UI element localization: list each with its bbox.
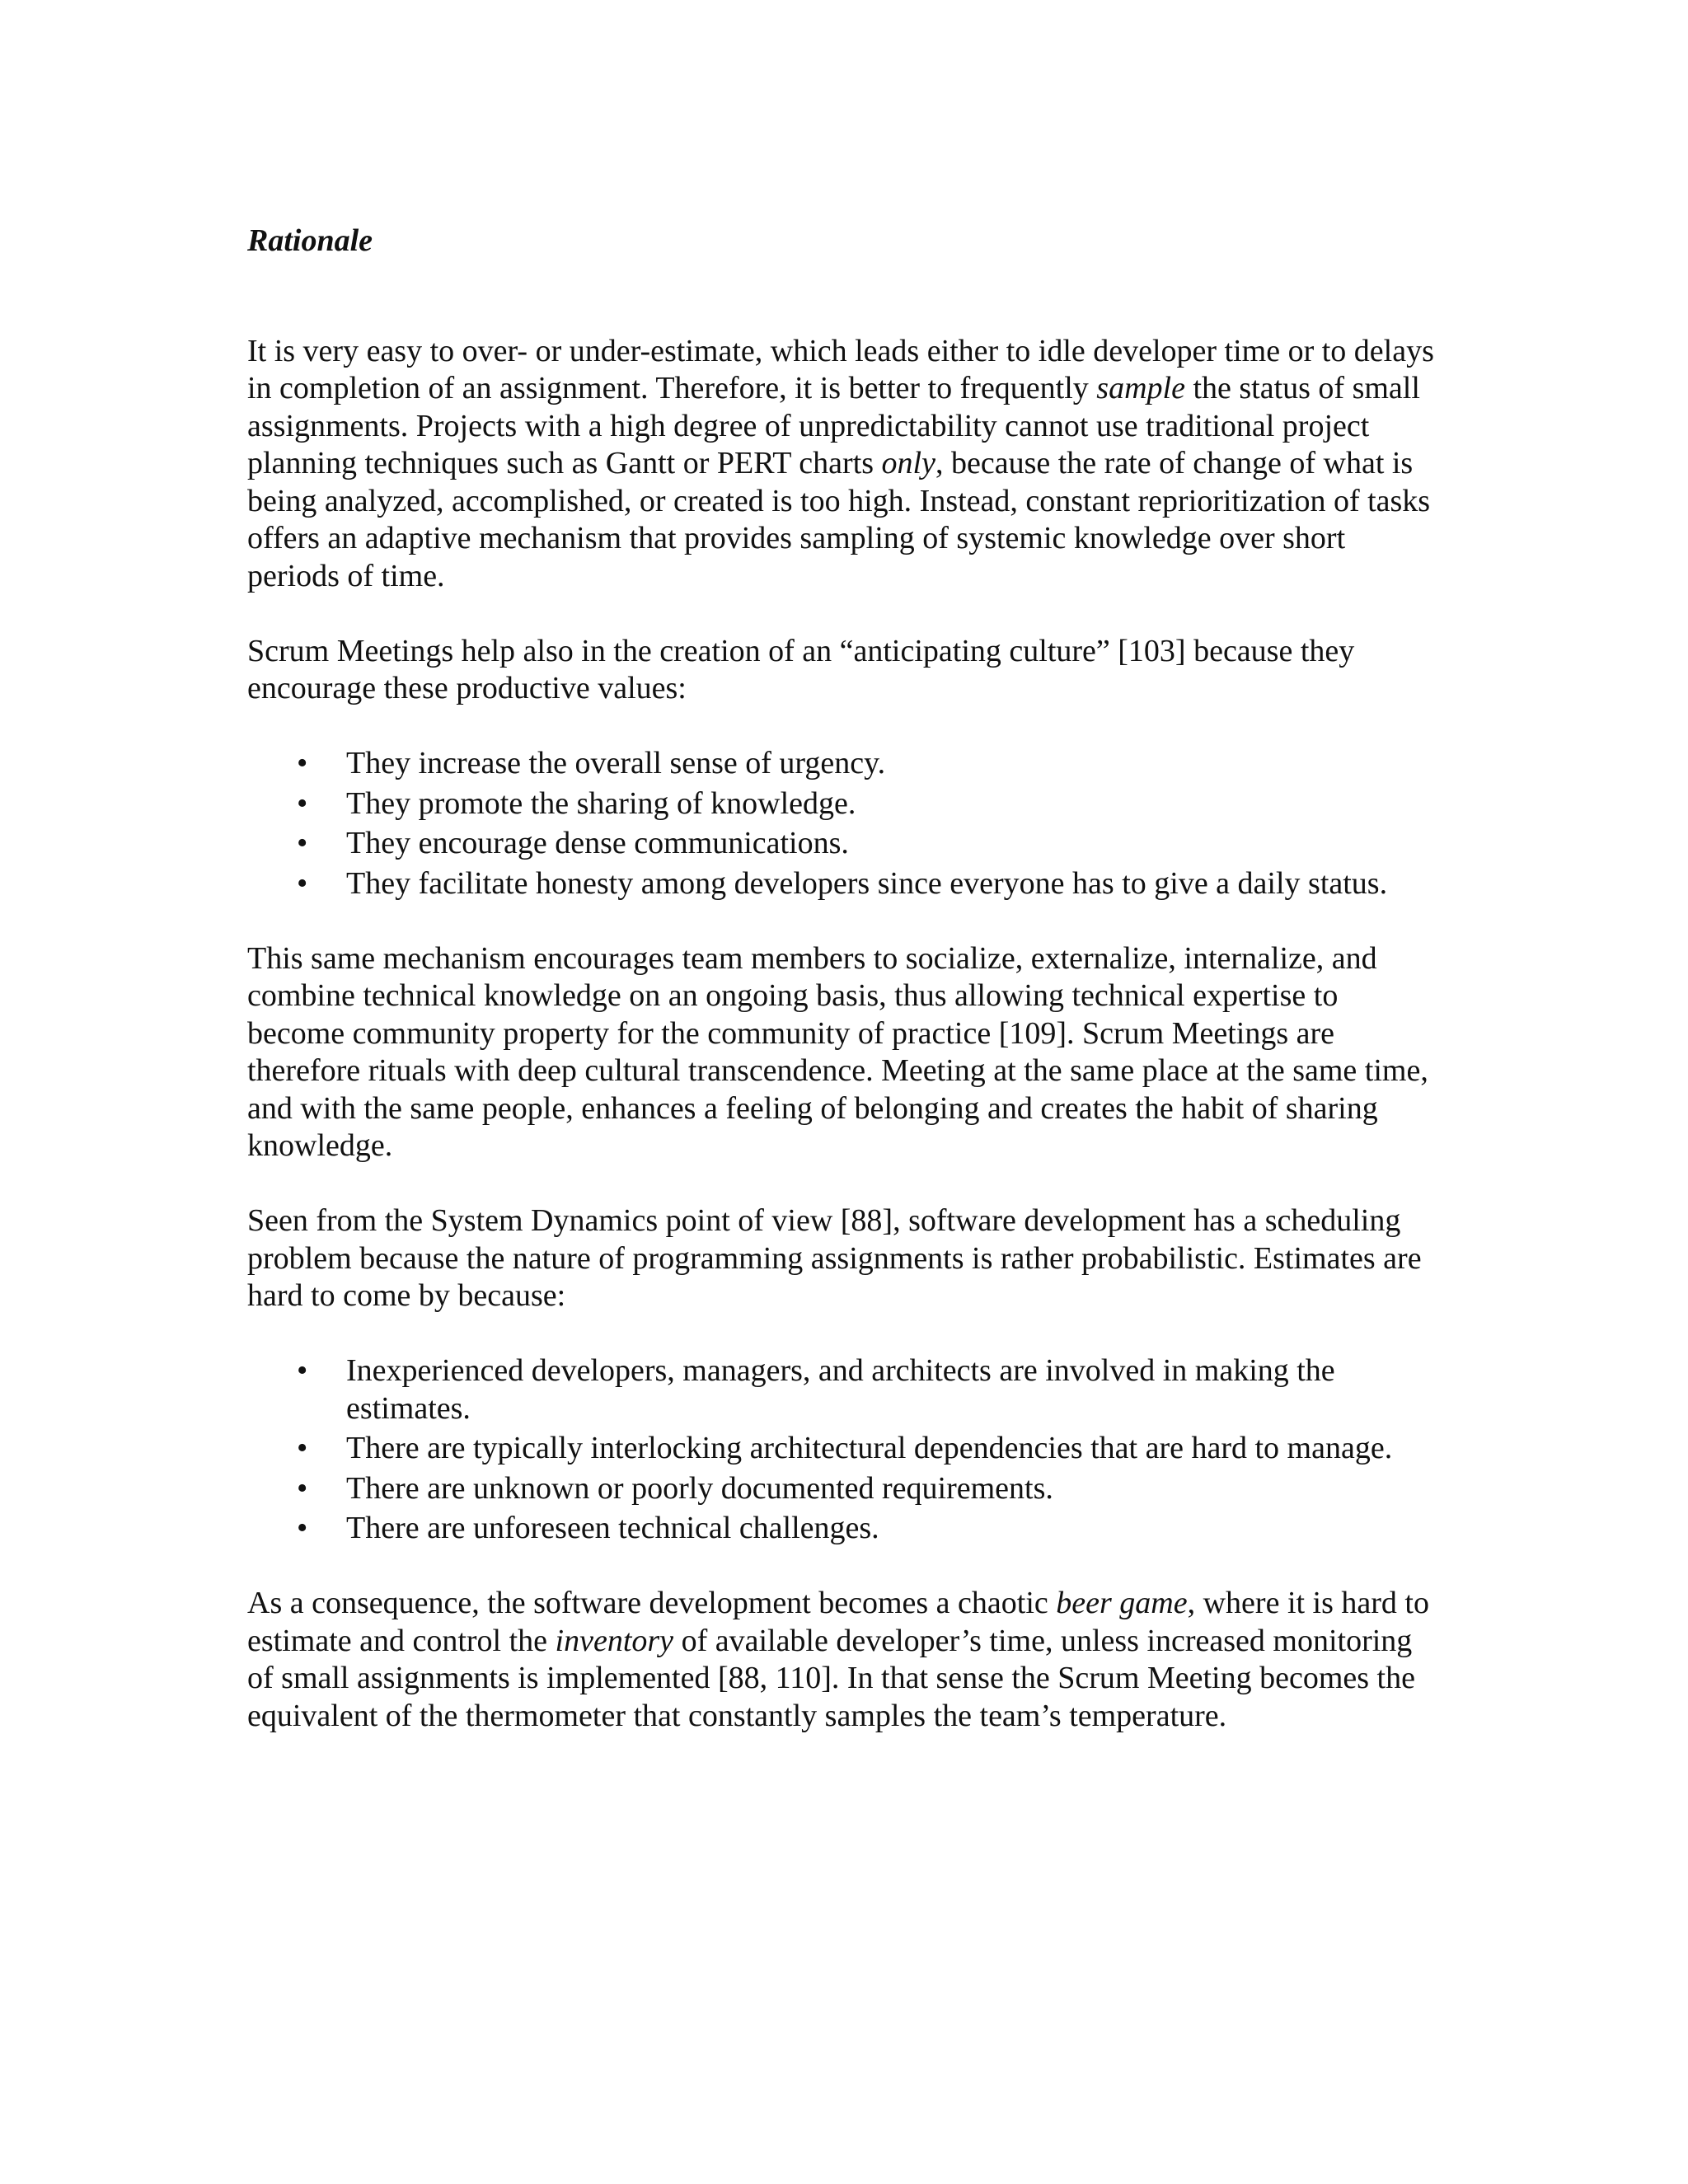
list-item: [247, 1352, 1442, 1427]
list-item-text: Inexperienced developers, managers, and architects are involved in making the estimates.: [346, 1353, 1335, 1426]
emphasis-text: beer game: [1056, 1586, 1188, 1620]
emphasis-text: only: [881, 446, 935, 480]
document-page: [247, 223, 1442, 1773]
list-item: [247, 1470, 1442, 1508]
list-item-text: They facilitate honesty among developers since everyone has to give a daily status.: [346, 865, 1388, 901]
paragraph-text: , where it is hard to estimate and control the: [247, 1586, 1429, 1658]
list-item: [247, 785, 1442, 823]
paragraph-text: of available developer’s time, unless increased monitoring of small assignments is implemented [88, 110]. In that sense the Scrum Meeting becomes the equivalent of the thermometer that constantly samples the team’s temperature.: [247, 1623, 1415, 1733]
list-item: [247, 825, 1442, 863]
paragraph-estimation: [247, 333, 1442, 596]
emphasis-text: sample: [1096, 371, 1185, 405]
list-item: [247, 1430, 1442, 1468]
list-item-text: There are unforeseen technical challenges.: [346, 1511, 879, 1545]
paragraph-text: , because the rate of change of what is being analyzed, accomplished, or created is too high. Instead, constant reprioritization of tasks offers an adaptive mechanism that provides sampling of systemic knowledge over short periods of time.: [247, 446, 1431, 593]
bullet-icon: •: [297, 1431, 308, 1465]
section-heading: Rationale: [247, 223, 373, 258]
paragraph-beer-game: [247, 1585, 1442, 1735]
values-list: [247, 745, 1442, 902]
bullet-icon: •: [297, 1511, 308, 1545]
bullet-icon: •: [297, 1470, 308, 1506]
list-item: [247, 1510, 1442, 1548]
paragraph-system-dynamics: Seen from the System Dynamics point of view [88], software development has a scheduling problem because the nature of programming assignments is rather probabilistic. Estimates are hard to come by because:: [247, 1203, 1422, 1313]
estimates-list: [247, 1352, 1442, 1548]
list-item-text: They encourage dense communications.: [346, 826, 849, 860]
list-item-text: There are typically interlocking architectural dependencies that are hard to manage.: [346, 1431, 1393, 1465]
paragraph-anticipating-culture: Scrum Meetings help also in the creation of an “anticipating culture” [103] because they encourage these productive values:: [247, 633, 1355, 705]
bullet-icon: •: [297, 865, 308, 901]
paragraph-community-of-practice: This same mechanism encourages team members to socialize, externalize, internalize, and combine technical knowledge on an ongoing basis, thus allowing technical expertise to become community property for the community of practice [109]. Scrum Meetings are therefore rituals with deep cultural transcendence. Meeting at the same place at the same time, and with the same people, enhances a feeling of belonging and creates the habit of sharing knowledge.: [247, 940, 1428, 1163]
paragraph-text: As a consequence, the software development becomes a chaotic: [247, 1586, 1057, 1620]
list-item: [247, 745, 1442, 783]
paragraph-text: It is very easy to over- or under-estimate, which leads either to idle developer time or to delays in completion of an assignment. Therefore, it is better to frequently: [247, 333, 1434, 405]
list-item-text: They increase the overall sense of urgency.: [346, 746, 886, 780]
list-item-text: They promote the sharing of knowledge.: [346, 785, 856, 821]
paragraph-text: the status of small assignments. Projects with a high degree of unpredictability cannot use traditional project planning techniques such as Gantt or PERT charts: [247, 371, 1420, 480]
bullet-icon: •: [297, 746, 308, 780]
bullet-icon: •: [297, 785, 308, 821]
list-item-text: There are unknown or poorly documented requirements.: [346, 1470, 1053, 1506]
bullet-icon: •: [297, 826, 308, 860]
emphasis-text: inventory: [555, 1623, 674, 1658]
list-item: [247, 865, 1442, 903]
bullet-icon: •: [297, 1353, 308, 1388]
